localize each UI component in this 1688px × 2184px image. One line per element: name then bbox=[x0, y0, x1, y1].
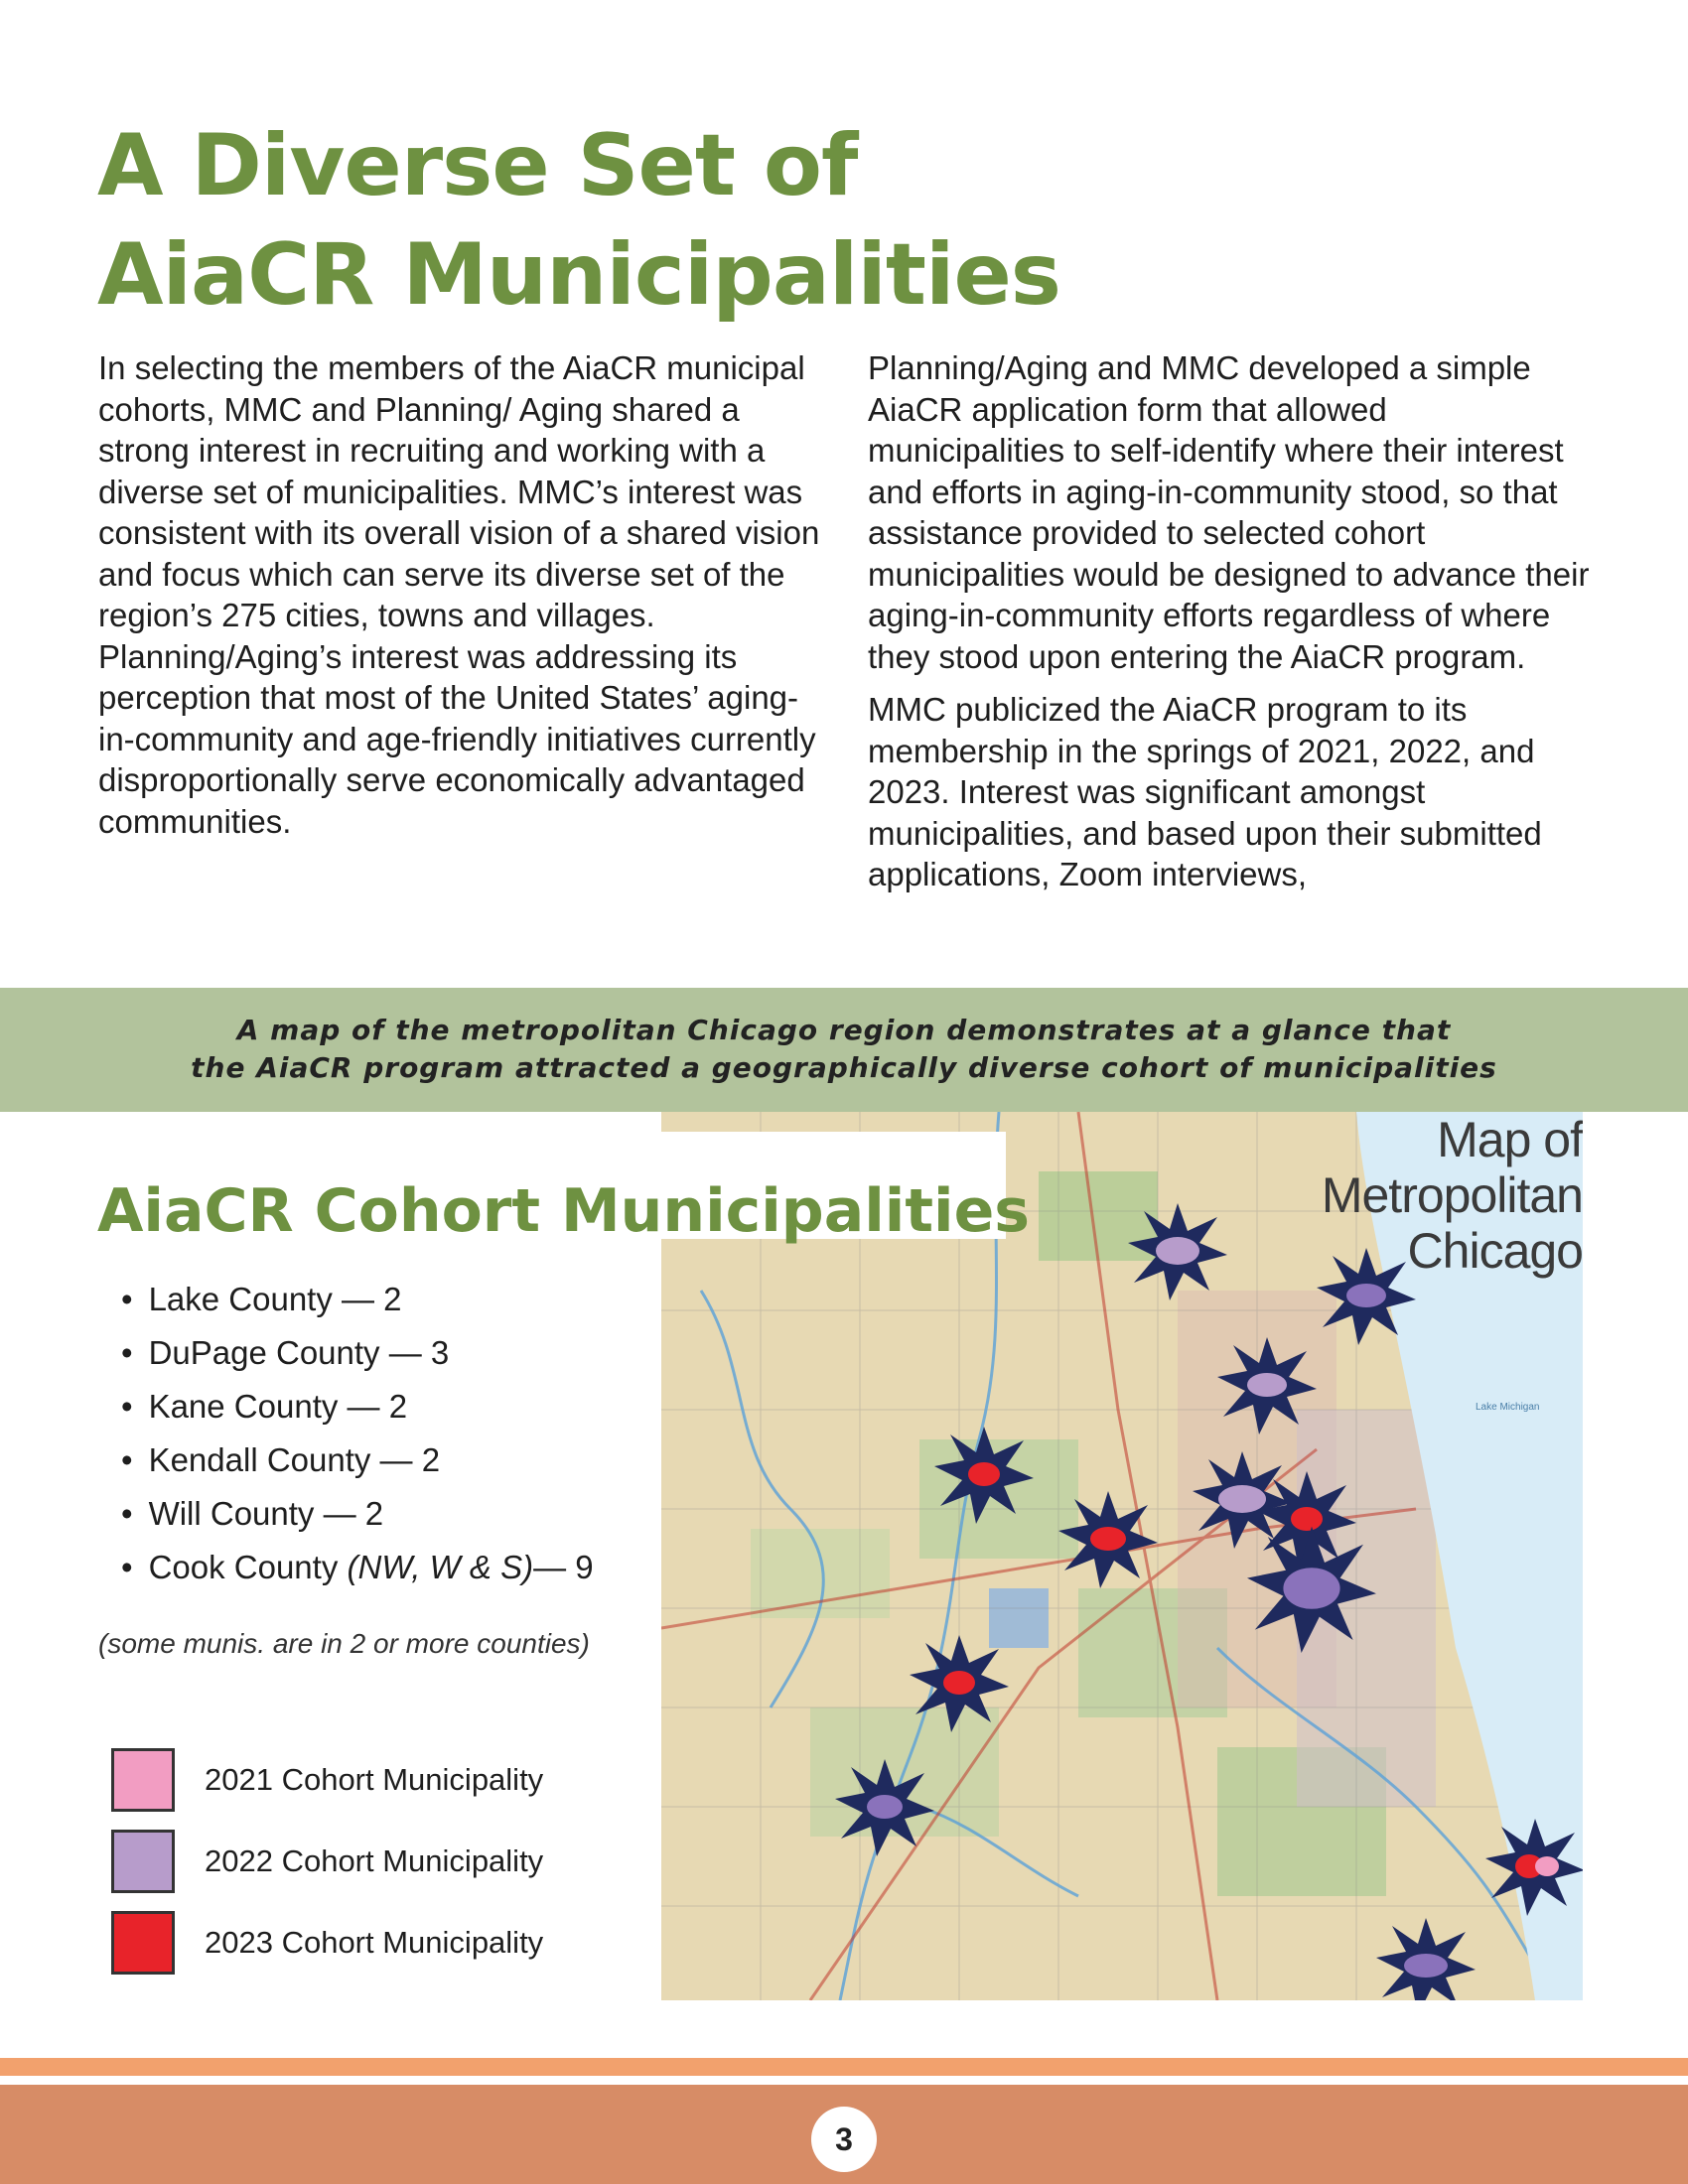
list-item bbox=[121, 1380, 594, 1433]
page-title-line1: A Diverse Set of bbox=[97, 116, 858, 215]
list-item bbox=[121, 1326, 594, 1380]
county-label: Kane County — 2 bbox=[148, 1388, 408, 1425]
legend bbox=[111, 1739, 543, 1983]
list-item bbox=[121, 1433, 594, 1487]
left-column bbox=[98, 347, 833, 854]
county-label: Kendall County — 2 bbox=[148, 1441, 441, 1478]
page-title-line2: AiaCR Municipalities bbox=[97, 225, 1060, 325]
legend-swatch bbox=[111, 1911, 175, 1975]
county-count: — 9 bbox=[533, 1549, 594, 1585]
legend-label: 2023 Cohort Municipality bbox=[205, 1925, 544, 1960]
county-qualifier: (NW, W & S) bbox=[347, 1549, 534, 1585]
county-note: (some munis. are in 2 or more counties) bbox=[98, 1628, 590, 1659]
legend-swatch bbox=[111, 1830, 175, 1893]
legend-item-2023 bbox=[111, 1902, 543, 1983]
cohort-title: AiaCR Cohort Municipalities bbox=[97, 1176, 1031, 1246]
right-paragraph-2: MMC publicized the AiaCR program to its membership in the springs of 2021, 2022, and 2023. Interest was significant amongst municipalities, and based upon their submitted applications, Zoom interviews, bbox=[868, 691, 1542, 892]
banner-line1: A map of the metropolitan Chicago region demonstrates at a glance that bbox=[236, 1014, 1452, 1046]
county-label: Will County — 2 bbox=[148, 1495, 384, 1532]
county-list bbox=[121, 1273, 594, 1594]
legend-item-2021 bbox=[111, 1739, 543, 1821]
legend-swatch bbox=[111, 1748, 175, 1812]
map-title-line1: Map of bbox=[1437, 1112, 1583, 1167]
list-item bbox=[121, 1487, 594, 1541]
county-label: Lake County — 2 bbox=[148, 1281, 402, 1317]
list-item bbox=[121, 1273, 594, 1326]
left-paragraph: In selecting the members of the AiaCR municipal cohorts, MMC and Planning/ Aging shared a strong interest in recruiting and working with a diverse set of municipalities. MMC’s interest was consistent with its overall vision of a shared vision and focus which can serve its diverse set of the region’s 275 cities, towns and villages. Planning/Aging’s interest was addressing its perception that most of the United States’ aging-in-community and age-friendly initiatives currently disproportionally serve economically advantaged communities. bbox=[98, 349, 820, 840]
lake-label: Lake Michigan bbox=[1476, 1402, 1540, 1413]
list-item bbox=[121, 1541, 594, 1594]
map-title-line2: Metropolitan bbox=[1321, 1167, 1583, 1223]
legend-label: 2021 Cohort Municipality bbox=[205, 1762, 544, 1797]
banner-line2: the AiaCR program attracted a geographically diverse cohort of municipalities bbox=[191, 1051, 1497, 1084]
legend-item-2022 bbox=[111, 1821, 543, 1902]
map-title-line3: Chicago bbox=[1407, 1223, 1583, 1279]
county-label: Cook County bbox=[148, 1549, 348, 1585]
legend-label: 2022 Cohort Municipality bbox=[205, 1843, 544, 1878]
county-label: DuPage County — 3 bbox=[148, 1334, 450, 1371]
right-paragraph-1: Planning/Aging and MMC developed a simple AiaCR application form that allowed municipalities to self-identify where their interest and efforts in aging-in-community stood, so that assistance provided to selected cohort municipalities would be designed to advance their aging-in-community efforts regardless of where they stood upon entering the AiaCR program. bbox=[868, 349, 1590, 675]
footer-stripe bbox=[0, 2058, 1688, 2076]
map-caption-banner bbox=[0, 988, 1688, 1112]
page-title bbox=[97, 111, 1060, 330]
map-title bbox=[1322, 1112, 1583, 1279]
page-number: 3 bbox=[811, 2107, 877, 2172]
right-column bbox=[868, 347, 1593, 907]
